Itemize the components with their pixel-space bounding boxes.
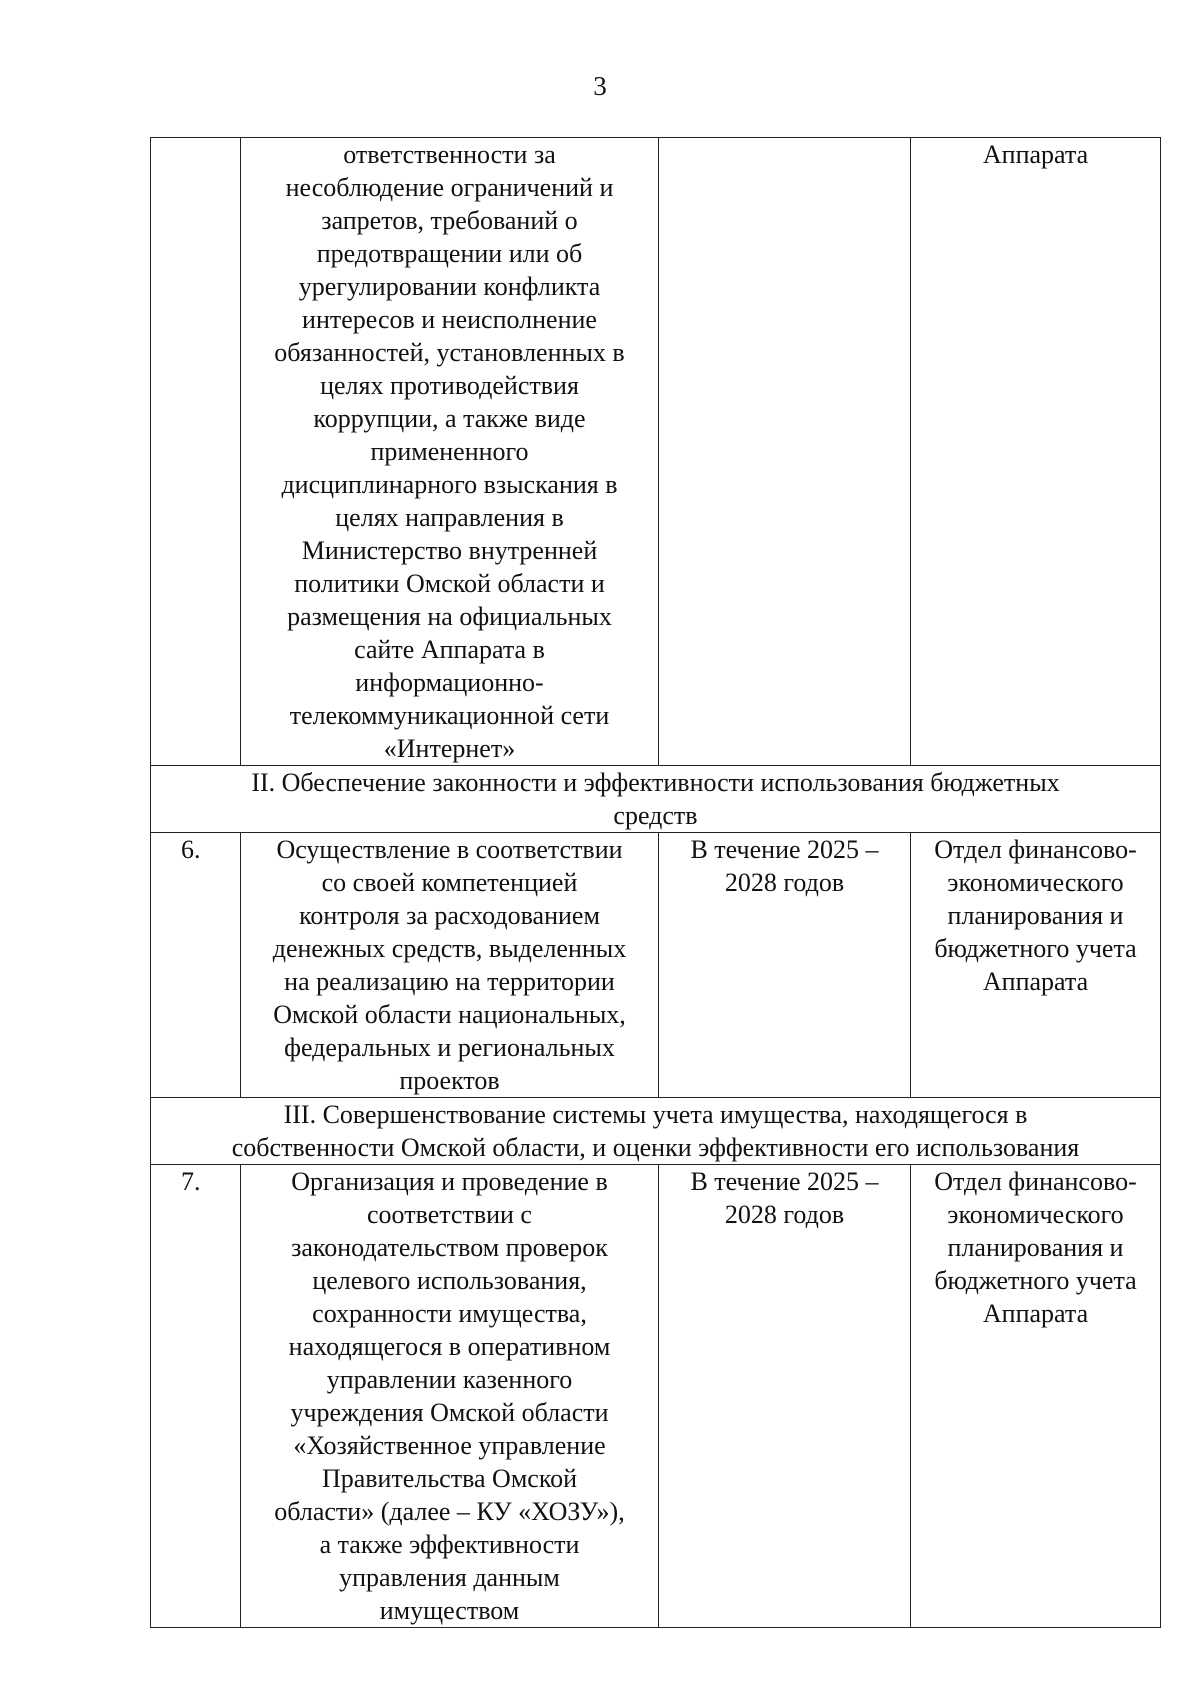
responsible-cell: Аппарата (911, 138, 1161, 766)
page-number: 3 (593, 71, 607, 101)
activity-cell: Организация и проведение в соответствии с законодательством проверок целевого использования, сохранности имущества, находящегося в оперативном управлении казенного учреждения Омской области «Хозяйственное управление Правительства Омской области» (далее – КУ «ХОЗУ»), а также эффективности управления данным имуществом (241, 1165, 659, 1628)
section-2-heading: II. Обеспечение законности и эффективности использования бюджетных средств (151, 766, 1161, 833)
term-cell: В течение 2025 – 2028 годов (659, 1165, 911, 1628)
term-cell (659, 138, 911, 766)
table-row-continuation (151, 138, 1161, 766)
section-heading-row (151, 1098, 1161, 1165)
table-row-6 (151, 833, 1161, 1098)
responsible-cell: Отдел финансово- экономического планирования и бюджетного учета Аппарата (911, 1165, 1161, 1628)
term-cell: В течение 2025 – 2028 годов (659, 833, 911, 1098)
table-row-7 (151, 1165, 1161, 1628)
row-number-cell: 7. (151, 1165, 241, 1628)
section-heading-row (151, 766, 1161, 833)
activity-cell: Осуществление в соответствии со своей компетенцией контроля за расходованием денежных средств, выделенных на реализацию на территории Омской области национальных, федеральных и региональных проектов (241, 833, 659, 1098)
activity-cell: ответственности за несоблюдение ограничений и запретов, требований о предотвращении или об урегулировании конфликта интересов и неисполнение обязанностей, установленных в целях противодействия коррупции, а также виде примененного дисциплинарного взыскания в целях направления в Министерство внутренней политики Омской области и размещения на официальных сайте Аппарата в информационно- телекоммуникационной сети «Интернет» (241, 138, 659, 766)
section-3-heading: III. Совершенствование системы учета имущества, находящегося в собственности Омской области, и оценки эффективности его использования (151, 1098, 1161, 1165)
row-number-cell: 6. (151, 833, 241, 1098)
responsible-cell: Отдел финансово- экономического планирования и бюджетного учета Аппарата (911, 833, 1161, 1098)
row-number-cell (151, 138, 241, 766)
measures-table (150, 137, 1161, 1628)
